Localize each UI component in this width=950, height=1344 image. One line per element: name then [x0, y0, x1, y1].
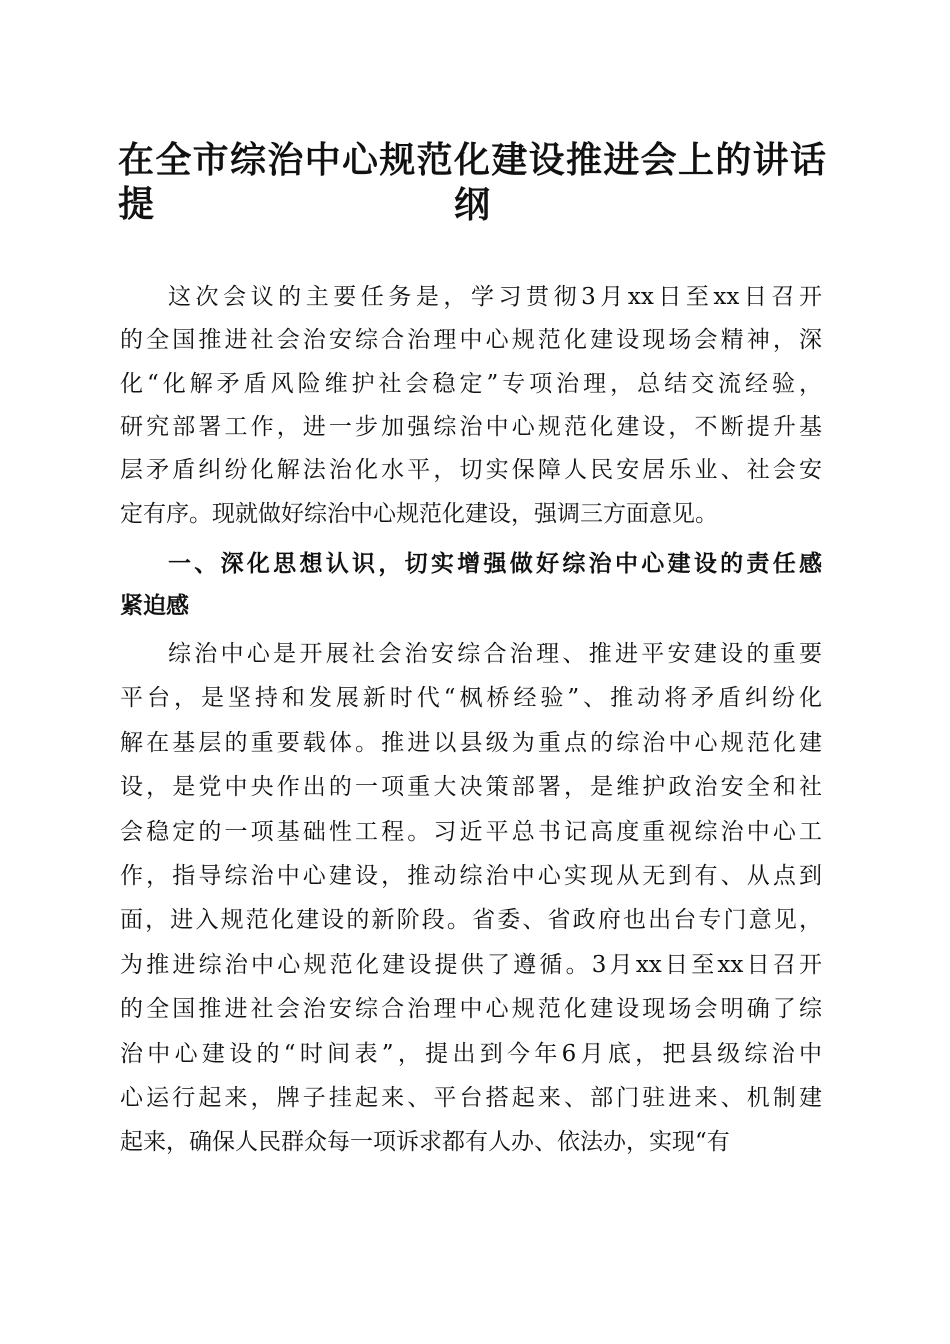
- paragraph-line: 的全国推进社会治安综合治理中心规范化建设现场会明确了综: [120, 996, 822, 1023]
- document-title-line-1: 在全市综治中心规范化建设推进会上的讲话提: [118, 139, 826, 225]
- paragraph-line: 这次会议的主要任务是，学习贯彻3月xx日至xx日召开: [168, 284, 822, 310]
- paragraph-line: 会稳定的一项基础性工程。习近平总书记高度重视综治中心工: [120, 818, 822, 845]
- paragraph-line: 起来，确保人民群众每一项诉求都有人办、依法办，实现“有: [120, 1129, 730, 1156]
- paragraph-line: 的全国推进社会治安综合治理中心规范化建设现场会精神，深: [120, 327, 822, 354]
- paragraph-line: 解在基层的重要载体。推进以县级为重点的综治中心规范化建: [120, 729, 822, 756]
- paragraph-line: 综治中心是开展社会治安综合治理、推进平安建设的重要: [168, 641, 822, 667]
- paragraph-line: 设，是党中央作出的一项重大决策部署，是维护政治安全和社: [120, 774, 822, 801]
- paragraph-line: 研究部署工作，进一步加强综治中心规范化建设，不断提升基: [120, 413, 822, 440]
- paragraph-line: 作，指导综治中心建设，推动综治中心实现从无到有、从点到: [120, 863, 822, 889]
- paragraph-line: 层矛盾纠纷化解法治化水平，切实保障人民安居乐业、社会安: [120, 457, 822, 484]
- paragraph-line: 化“化解矛盾风险维护社会稳定”专项治理，总结交流经验，: [120, 370, 822, 397]
- paragraph-line: 面，进入规范化建设的新阶段。省委、省政府也出台专门意见，: [120, 907, 822, 934]
- paragraph-line: 治中心建设的“时间表”，提出到今年6月底，把县级综治中: [120, 1040, 822, 1067]
- paragraph-line: 为推进综治中心规范化建设提供了遵循。3月xx日至xx日召开: [120, 951, 822, 978]
- paragraph-line: 心运行起来，牌子挂起来、平台搭起来、部门驻进来、机制建: [120, 1085, 822, 1111]
- paragraph-line: 定有序。现就做好综治中心规范化建设，强调三方面意见。: [120, 500, 718, 527]
- document-title-line-2: 纲: [453, 184, 490, 226]
- section-heading-line: 紧迫感: [120, 593, 189, 619]
- section-heading-line: 一、深化思想认识，切实增强做好综治中心建设的责任感: [168, 551, 822, 577]
- paragraph-line: 平台，是坚持和发展新时代“枫桥经验”、推动将矛盾纠纷化: [120, 685, 822, 712]
